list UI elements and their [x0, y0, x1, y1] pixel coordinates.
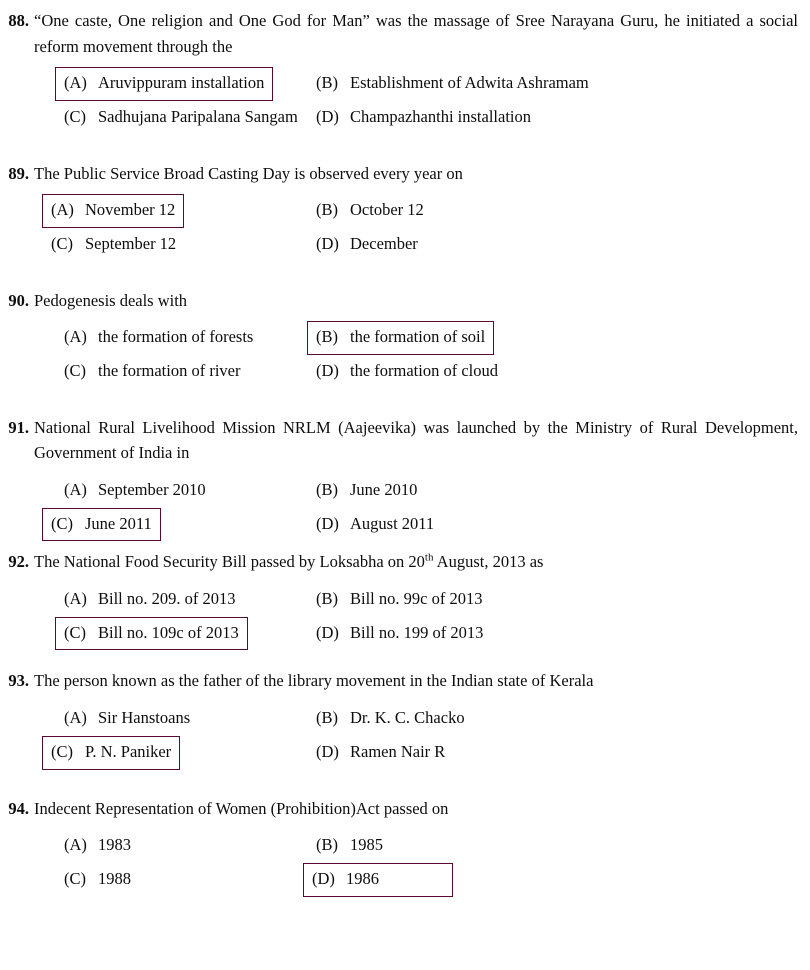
question-89-option-a-cell	[0, 194, 303, 228]
question-89-option-d-label: (D)	[316, 233, 339, 253]
question-88-option-a-cell	[0, 67, 303, 101]
question-93-option-a[interactable]	[55, 702, 199, 736]
question-91-option-d-cell	[303, 508, 443, 542]
question-91-option-a[interactable]	[55, 474, 215, 508]
question-93	[0, 668, 810, 769]
question-90-option-d-text: the formation of cloud	[350, 361, 499, 380]
question-89-option-d-text: December	[350, 233, 418, 253]
question-91-option-row-2	[0, 508, 810, 542]
question-92	[0, 549, 810, 650]
question-94-option-c-cell	[0, 863, 303, 897]
question-94-option-a[interactable]	[55, 829, 140, 863]
question-92-option-b[interactable]	[307, 583, 491, 617]
question-92-option-d-label: (D)	[316, 622, 339, 642]
question-92-option-b-text: Bill no. 99c of 2013	[350, 588, 483, 608]
question-94-option-c-text: 1988	[98, 868, 131, 888]
question-88-option-b-text: Establishment of Adwita Ashramam	[350, 73, 589, 93]
question-89	[0, 161, 810, 262]
question-92-option-d-text: Bill no. 199 of 2013	[350, 622, 484, 642]
spacer	[0, 262, 810, 288]
question-92-options	[0, 583, 810, 651]
spacer	[0, 770, 810, 796]
question-92-option-b-label: (B)	[316, 588, 338, 608]
question-94-option-b-cell	[303, 829, 392, 863]
question-92-number: 92.	[8, 552, 29, 572]
question-90-option-d[interactable]	[307, 355, 507, 389]
question-88-option-a-text: Aruvippuram installation	[98, 73, 265, 93]
question-93-option-b-cell	[303, 702, 474, 736]
question-92-text-pre: The National Food Security Bill passed by Loksabha on 20	[34, 552, 425, 572]
question-93-number: 93.	[8, 671, 29, 691]
question-94-text: Indecent Representation of Women (Prohibition)Act passed on	[34, 798, 449, 818]
question-88-options	[0, 67, 810, 135]
question-88-option-c-text: Sadhujana Paripalana Sangam	[98, 106, 298, 126]
question-88-option-c-cell	[0, 101, 303, 135]
question-94-option-c-label: (C)	[64, 868, 86, 888]
question-90-option-d-label: (D)	[316, 361, 339, 380]
question-94-option-b-label: (B)	[316, 835, 338, 855]
question-92-option-c-label: (C)	[64, 622, 86, 642]
question-94-option-row-1	[0, 829, 810, 863]
question-91-option-c-cell	[0, 508, 303, 542]
question-89-option-a-label: (A)	[51, 200, 74, 220]
question-88-option-d-cell	[303, 101, 540, 135]
question-91-text: National Rural Livelihood Mission NRLM (Aajeevika) was launched by the Ministry of Rural Development, Government of India in	[34, 417, 798, 463]
question-90-header	[0, 288, 810, 314]
question-93-option-b-label: (B)	[316, 708, 338, 727]
question-92-text-superscript: th	[424, 551, 434, 564]
question-90-option-a-text: the formation of forests	[98, 327, 254, 347]
question-90-number: 90.	[8, 290, 29, 310]
question-90-option-a[interactable]	[55, 321, 262, 355]
question-93-option-row-2	[0, 736, 810, 770]
question-90-option-a-label: (A)	[64, 327, 87, 347]
question-93-option-a-label: (A)	[64, 708, 87, 727]
question-93-option-d-cell	[303, 736, 454, 770]
question-88-option-row-2	[0, 101, 810, 135]
question-93-option-c[interactable]	[42, 736, 180, 770]
question-89-header	[0, 161, 810, 187]
question-91-option-a-label: (A)	[64, 479, 87, 499]
question-90-option-b-cell	[303, 321, 494, 355]
question-91-option-b-text: June 2010	[350, 479, 418, 499]
question-94-option-row-2	[0, 863, 810, 897]
question-88-option-b-cell	[303, 67, 598, 101]
question-92-option-row-1	[0, 583, 810, 617]
question-89-option-a-text: November 12	[85, 200, 176, 220]
question-94-option-c[interactable]	[55, 863, 140, 897]
question-91-option-a-text: September 2010	[98, 479, 206, 499]
question-89-option-b-text: October 12	[350, 200, 424, 220]
question-88-option-b-label: (B)	[316, 73, 338, 93]
question-92-option-c[interactable]	[55, 617, 248, 651]
question-89-option-b-cell	[303, 194, 433, 228]
question-91	[0, 415, 810, 542]
question-91-option-a-cell	[0, 474, 303, 508]
question-89-option-c-label: (C)	[51, 233, 73, 253]
question-90-option-b[interactable]	[307, 321, 494, 355]
question-92-option-c-cell	[0, 617, 303, 651]
question-93-option-a-text: Sir Hanstoans	[98, 708, 191, 727]
question-94-option-a-label: (A)	[64, 835, 87, 855]
question-93-option-d-label: (D)	[316, 741, 339, 761]
question-92-option-d[interactable]	[307, 617, 492, 651]
question-88-option-d[interactable]	[307, 101, 540, 135]
question-89-number: 89.	[8, 163, 29, 183]
question-88-option-d-label: (D)	[316, 106, 339, 126]
question-88-header	[0, 8, 810, 59]
question-89-option-row-2	[0, 228, 810, 262]
question-88-option-a-label: (A)	[64, 73, 87, 93]
question-88-option-a[interactable]	[55, 67, 273, 101]
question-90	[0, 288, 810, 389]
question-89-option-c-cell	[0, 228, 303, 262]
question-91-options	[0, 474, 810, 542]
question-88-option-row-1	[0, 67, 810, 101]
question-90-option-c[interactable]	[55, 355, 250, 389]
question-91-option-b-cell	[303, 474, 426, 508]
spacer	[0, 541, 810, 549]
question-94	[0, 796, 810, 897]
question-92-option-b-cell	[303, 583, 491, 617]
question-93-options	[0, 702, 810, 770]
question-90-text: Pedogenesis deals with	[34, 290, 188, 310]
question-90-option-row-2	[0, 355, 810, 389]
question-93-option-b-text: Dr. K. C. Chacko	[350, 708, 465, 727]
question-91-option-d-text: August 2011	[350, 513, 435, 533]
question-94-option-a-cell	[0, 829, 303, 863]
question-90-options	[0, 321, 810, 389]
question-91-option-b-label: (B)	[316, 479, 338, 499]
question-92-option-a-cell	[0, 583, 303, 617]
question-93-option-c-cell	[0, 736, 303, 770]
question-94-options	[0, 829, 810, 897]
spacer	[0, 650, 810, 668]
question-90-option-b-label: (B)	[316, 327, 338, 347]
question-94-option-d-label: (D)	[312, 868, 335, 888]
question-90-option-c-label: (C)	[64, 361, 86, 380]
question-88-number: 88.	[8, 11, 29, 30]
question-92-option-a-text: Bill no. 209. of 2013	[98, 588, 236, 608]
question-93-option-b[interactable]	[307, 702, 474, 736]
question-89-option-d[interactable]	[307, 228, 427, 262]
question-92-option-d-cell	[303, 617, 492, 651]
question-91-option-row-1	[0, 474, 810, 508]
question-90-option-b-text: the formation of soil	[350, 327, 486, 347]
question-90-option-d-cell	[303, 355, 507, 389]
question-92-option-a-label: (A)	[64, 588, 87, 608]
question-94-option-b[interactable]	[307, 829, 392, 863]
question-88-option-b[interactable]	[307, 67, 598, 101]
question-91-option-d-label: (D)	[316, 513, 339, 533]
question-94-option-d-cell	[303, 863, 453, 897]
question-93-option-a-cell	[0, 702, 303, 736]
question-91-option-c-text: June 2011	[85, 513, 152, 533]
question-91-header	[0, 415, 810, 466]
question-93-option-c-text: P. N. Paniker	[85, 741, 172, 761]
question-89-option-b-label: (B)	[316, 200, 338, 220]
question-94-option-b-text: 1985	[350, 835, 383, 855]
question-91-option-d[interactable]	[307, 508, 443, 542]
question-88-option-c[interactable]	[55, 101, 307, 135]
question-92-text-post: August, 2013 as	[433, 552, 544, 572]
question-92-text	[34, 549, 810, 575]
question-93-option-row-1	[0, 702, 810, 736]
question-89-option-row-1	[0, 194, 810, 228]
question-90-option-a-cell	[0, 321, 303, 355]
question-91-number: 91.	[8, 417, 29, 437]
question-89-option-c[interactable]	[42, 228, 185, 262]
question-88-text: “One caste, One religion and One God for Man” was the massage of Sree Narayana Guru, he initiated a social reform movement through the	[34, 11, 798, 56]
question-88-option-c-label: (C)	[64, 106, 86, 126]
question-89-options	[0, 194, 810, 262]
question-93-option-d-text: Ramen Nair R	[350, 741, 446, 761]
spacer	[0, 135, 810, 161]
question-89-option-c-text: September 12	[85, 233, 177, 253]
question-93-header	[0, 668, 810, 694]
question-91-option-c[interactable]	[42, 508, 161, 542]
question-94-option-d-text: 1986	[346, 868, 379, 888]
question-89-option-b[interactable]	[307, 194, 433, 228]
question-89-option-a[interactable]	[42, 194, 184, 228]
question-94-option-a-text: 1983	[98, 835, 131, 855]
question-91-option-c-label: (C)	[51, 513, 73, 533]
spacer	[0, 389, 810, 415]
question-93-option-c-label: (C)	[51, 741, 73, 761]
question-90-option-c-text: the formation of river	[98, 361, 241, 380]
question-92-header	[0, 549, 810, 575]
question-89-text: The Public Service Broad Casting Day is observed every year on	[34, 163, 463, 183]
question-88	[0, 0, 810, 135]
question-93-text: The person known as the father of the library movement in the Indian state of Kerala	[34, 671, 594, 691]
question-90-option-c-cell	[0, 355, 303, 389]
question-92-option-row-2	[0, 617, 810, 651]
question-92-option-a[interactable]	[55, 583, 245, 617]
question-94-header	[0, 796, 810, 822]
question-88-option-d-text: Champazhanthi installation	[350, 106, 532, 126]
question-89-option-d-cell	[303, 228, 427, 262]
question-93-option-d[interactable]	[307, 736, 454, 770]
question-94-number: 94.	[8, 798, 29, 818]
question-90-option-row-1	[0, 321, 810, 355]
question-91-option-b[interactable]	[307, 474, 426, 508]
question-94-option-d[interactable]	[303, 863, 453, 897]
question-92-option-c-text: Bill no. 109c of 2013	[98, 622, 239, 642]
